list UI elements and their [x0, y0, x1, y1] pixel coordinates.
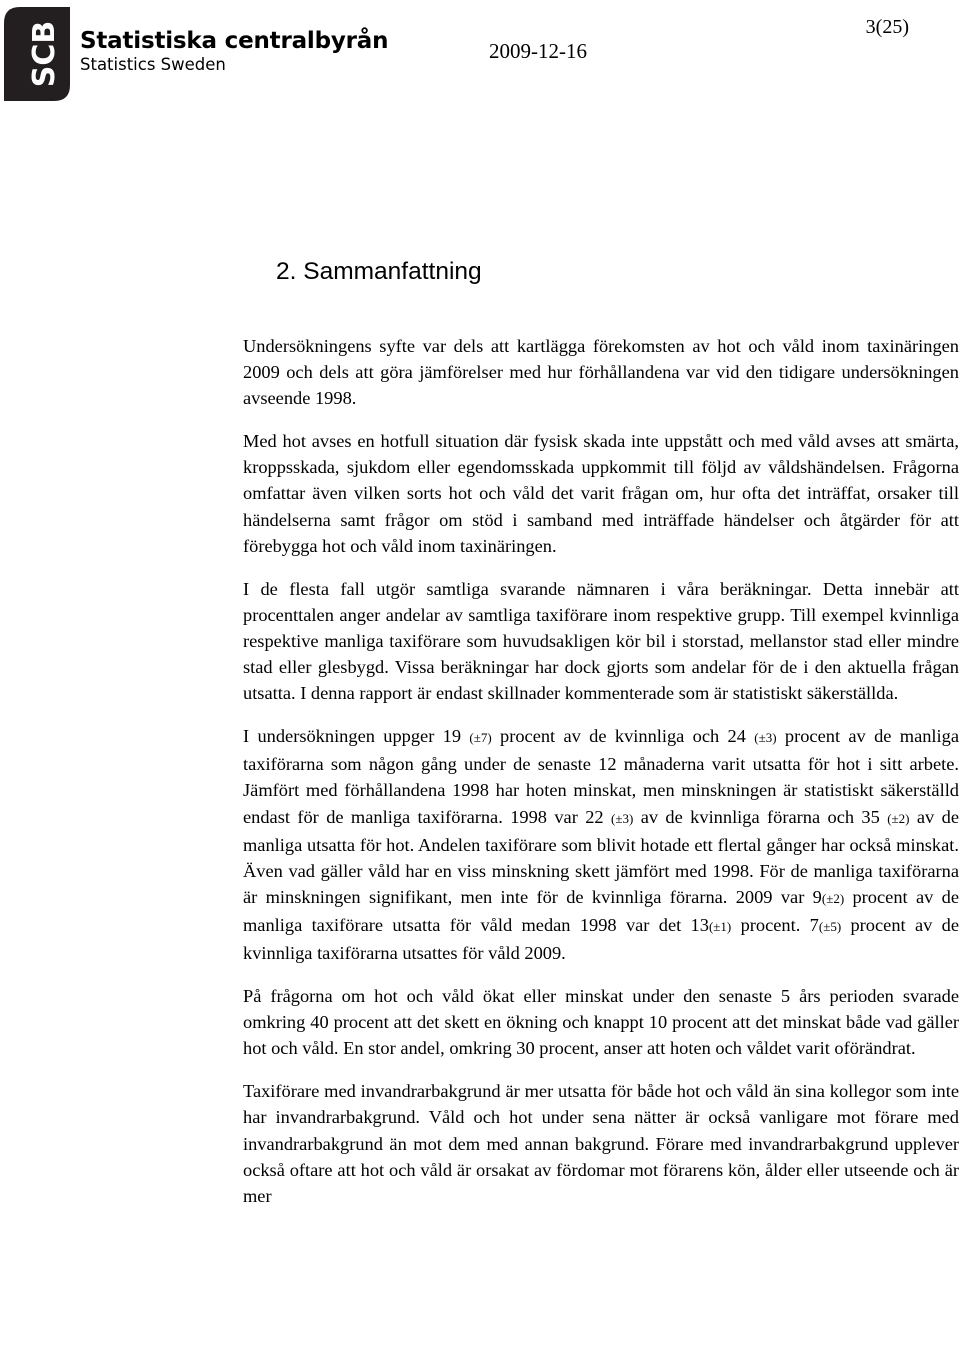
paragraph-method: I de flesta fall utgör samtliga svarande nämnaren i våra beräkningar. Detta innebär att procenttalen anger andelar av samtliga taxiförare inom respektive grupp. Till exempel kvinnliga respektive manliga taxiförare som huvudsakligen kör bil i storstad, mellanstor stad eller mindre stad eller glesbygd. Vissa beräkningar har dock gjorts som andelar för de i den aktuella frågan utsatta. I denna rapport är endast skillnader kommenterade som är statistiskt säkerställda.: [243, 578, 959, 704]
paragraph-purpose: Undersökningens syfte var dels att kartlägga förekomsten av hot och våld inom taxinäringen 2009 och dels att göra jämförelser med hur förhållandena var vid den tidigare undersökningen avseende 1998.: [243, 336, 959, 409]
paragraph-immigrant-background: Taxiförare med invandrarbakgrund är mer utsatta för både hot och våld än sina kollegor som inte har invandrarbakgrund. Våld och hot under sena nätter är också vanligare mot förare med invandrarbakgrund än mot dem med annan bakgrund. Förare med invandrarbakgrund upplever också oftare att hot och våld är orsakat av fördomar mot förarens kön, ålder eller utseende och är mer: [243, 1081, 959, 1206]
organization-name: Statistiska centralbyrån: [80, 28, 389, 54]
text-run: I undersökningen uppger 19: [243, 726, 470, 747]
text-run: av de manliga utsatta för hot. Andelen taxiförare som blivit hotade ett flertal gånger har också minskat. Även vad gäller våld har en viss minskning skett jämfört med 1998. För de manliga taxiförarna är minskningen signifikant, men inte för de kvinnliga förarna. 2009 var 9: [243, 806, 959, 907]
scb-logo: [2, 5, 72, 103]
paragraph-definitions: Med hot avses en hotfull situation där fysisk skada inte uppstått och med våld avses att smärta, kroppsskada, sjukdom eller egendomsskada uppkommit till följd av våldshändelsen. Frågorna omfattar även vilken sorts hot och våld det varit frågan om, hur ofta det inträffat, orsaker till händelserna samt frågor om stöd i samband med inträffade händelser och åtgärder för att förebygga hot och våld inom taxinäringen.: [243, 431, 959, 556]
paragraph-trend: På frågorna om hot och våld ökat eller minskat under den senaste 5 års perioden svarade omkring 40 procent att det skett en ökning och knappt 10 procent att det minskat både vad gäller hot och våld. En stor andel, omkring 30 procent, anser att hoten och våldet varit oförändrat.: [243, 986, 959, 1059]
section-heading: 2. Sammanfattning: [276, 258, 482, 285]
confidence-interval: (±3): [754, 730, 777, 746]
confidence-interval: (±5): [818, 918, 842, 934]
text-run: procent av de manliga taxiförarna som någon gång under de senaste 12 månaderna varit utsatta för hot i sitt arbete. Jämfört med förhållandena 1998 har hoten minskat, men minskningen är statistiskt säkerställd endast för de manliga taxiförarna. 1998 var 22: [243, 726, 959, 827]
confidence-interval: (±1): [708, 918, 732, 934]
confidence-interval: (±3): [611, 810, 634, 826]
text-run: procent av de kvinnliga taxiförarna utsattes för våld 2009.: [243, 914, 960, 963]
text-run: procent av de manliga taxiförare utsatta för våld medan 1998 var det 13: [243, 886, 960, 935]
confidence-interval: (±7): [469, 730, 492, 746]
page-number: 3(25): [865, 16, 909, 38]
confidence-interval: (±2): [887, 810, 910, 826]
document-date: 2009-12-16: [489, 39, 587, 63]
text-run: av de kvinnliga förarna och 35: [633, 806, 888, 827]
paragraph-threat-results: [243, 723, 959, 966]
text-run: procent av de kvinnliga och 24: [491, 726, 755, 747]
body-text: [243, 333, 959, 1226]
text-run: procent. 7: [731, 914, 819, 935]
svg-text:SCB: SCB: [27, 20, 62, 88]
organization-name-english: Statistics Sweden: [80, 55, 226, 74]
confidence-interval: (±2): [821, 890, 845, 906]
